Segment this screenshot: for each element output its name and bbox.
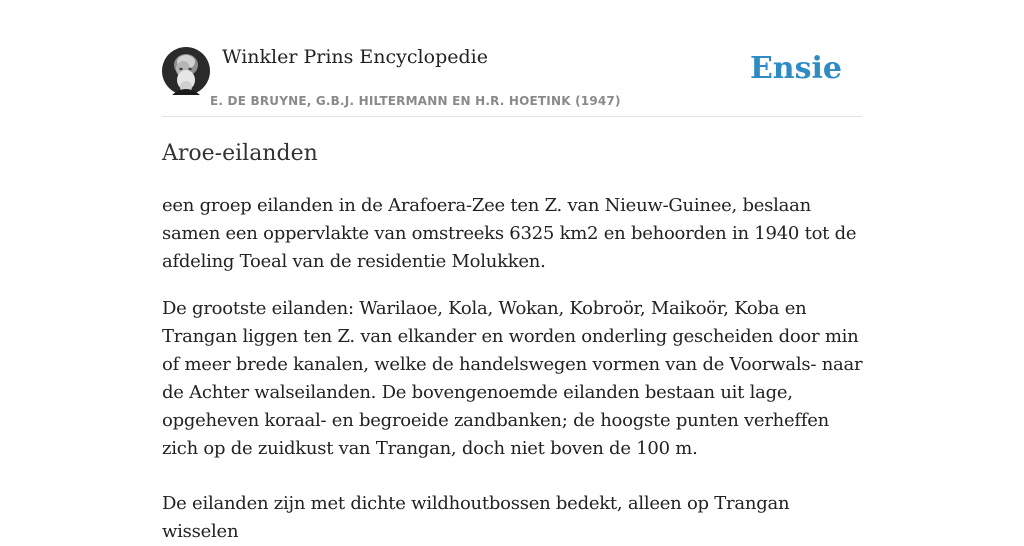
article-paragraph: De grootste eilanden: Warilaoe, Kola, Wokan, Kobroör, Maikoör, Koba en Trangan liggen ten Z. van elkander en worden onderling gescheiden door min of meer brede kanalen, welke de handelswegen vormen van de Voorwals- naar de Achter walseilanden. De bovengenoemde eilanden bestaan uit lage, opgeheven koraal- en begroeide zandbanken; de hoogste punten verheffen zich op de zuidkust van Trangan, doch niet boven de 100 m. (162, 298, 863, 459)
article-paragraph: een groep eilanden in de Arafoera-Zee ten Z. van Nieuw-Guinee, beslaan samen een oppervlakte van omstreeks 6325 km2 en behoorden in 1940 tot de afdeling Toeal van de residentie Molukken. (162, 195, 857, 272)
article-title: Aroe-eilanden (162, 141, 318, 166)
site-title[interactable]: Winkler Prins Encyclopedie (222, 46, 488, 68)
article-body (162, 138, 864, 546)
ensie-logo-link[interactable]: Ensie (749, 51, 842, 86)
author-portrait-icon (162, 47, 210, 95)
site-header (162, 0, 862, 117)
article-paragraph: De eilanden zijn met dichte wildhoutbossen bedekt, alleen op Trangan wisselen (162, 493, 790, 542)
author-byline: E. DE BRUYNE, G.B.J. HILTERMANN EN H.R. HOETINK (1947) (210, 94, 621, 108)
